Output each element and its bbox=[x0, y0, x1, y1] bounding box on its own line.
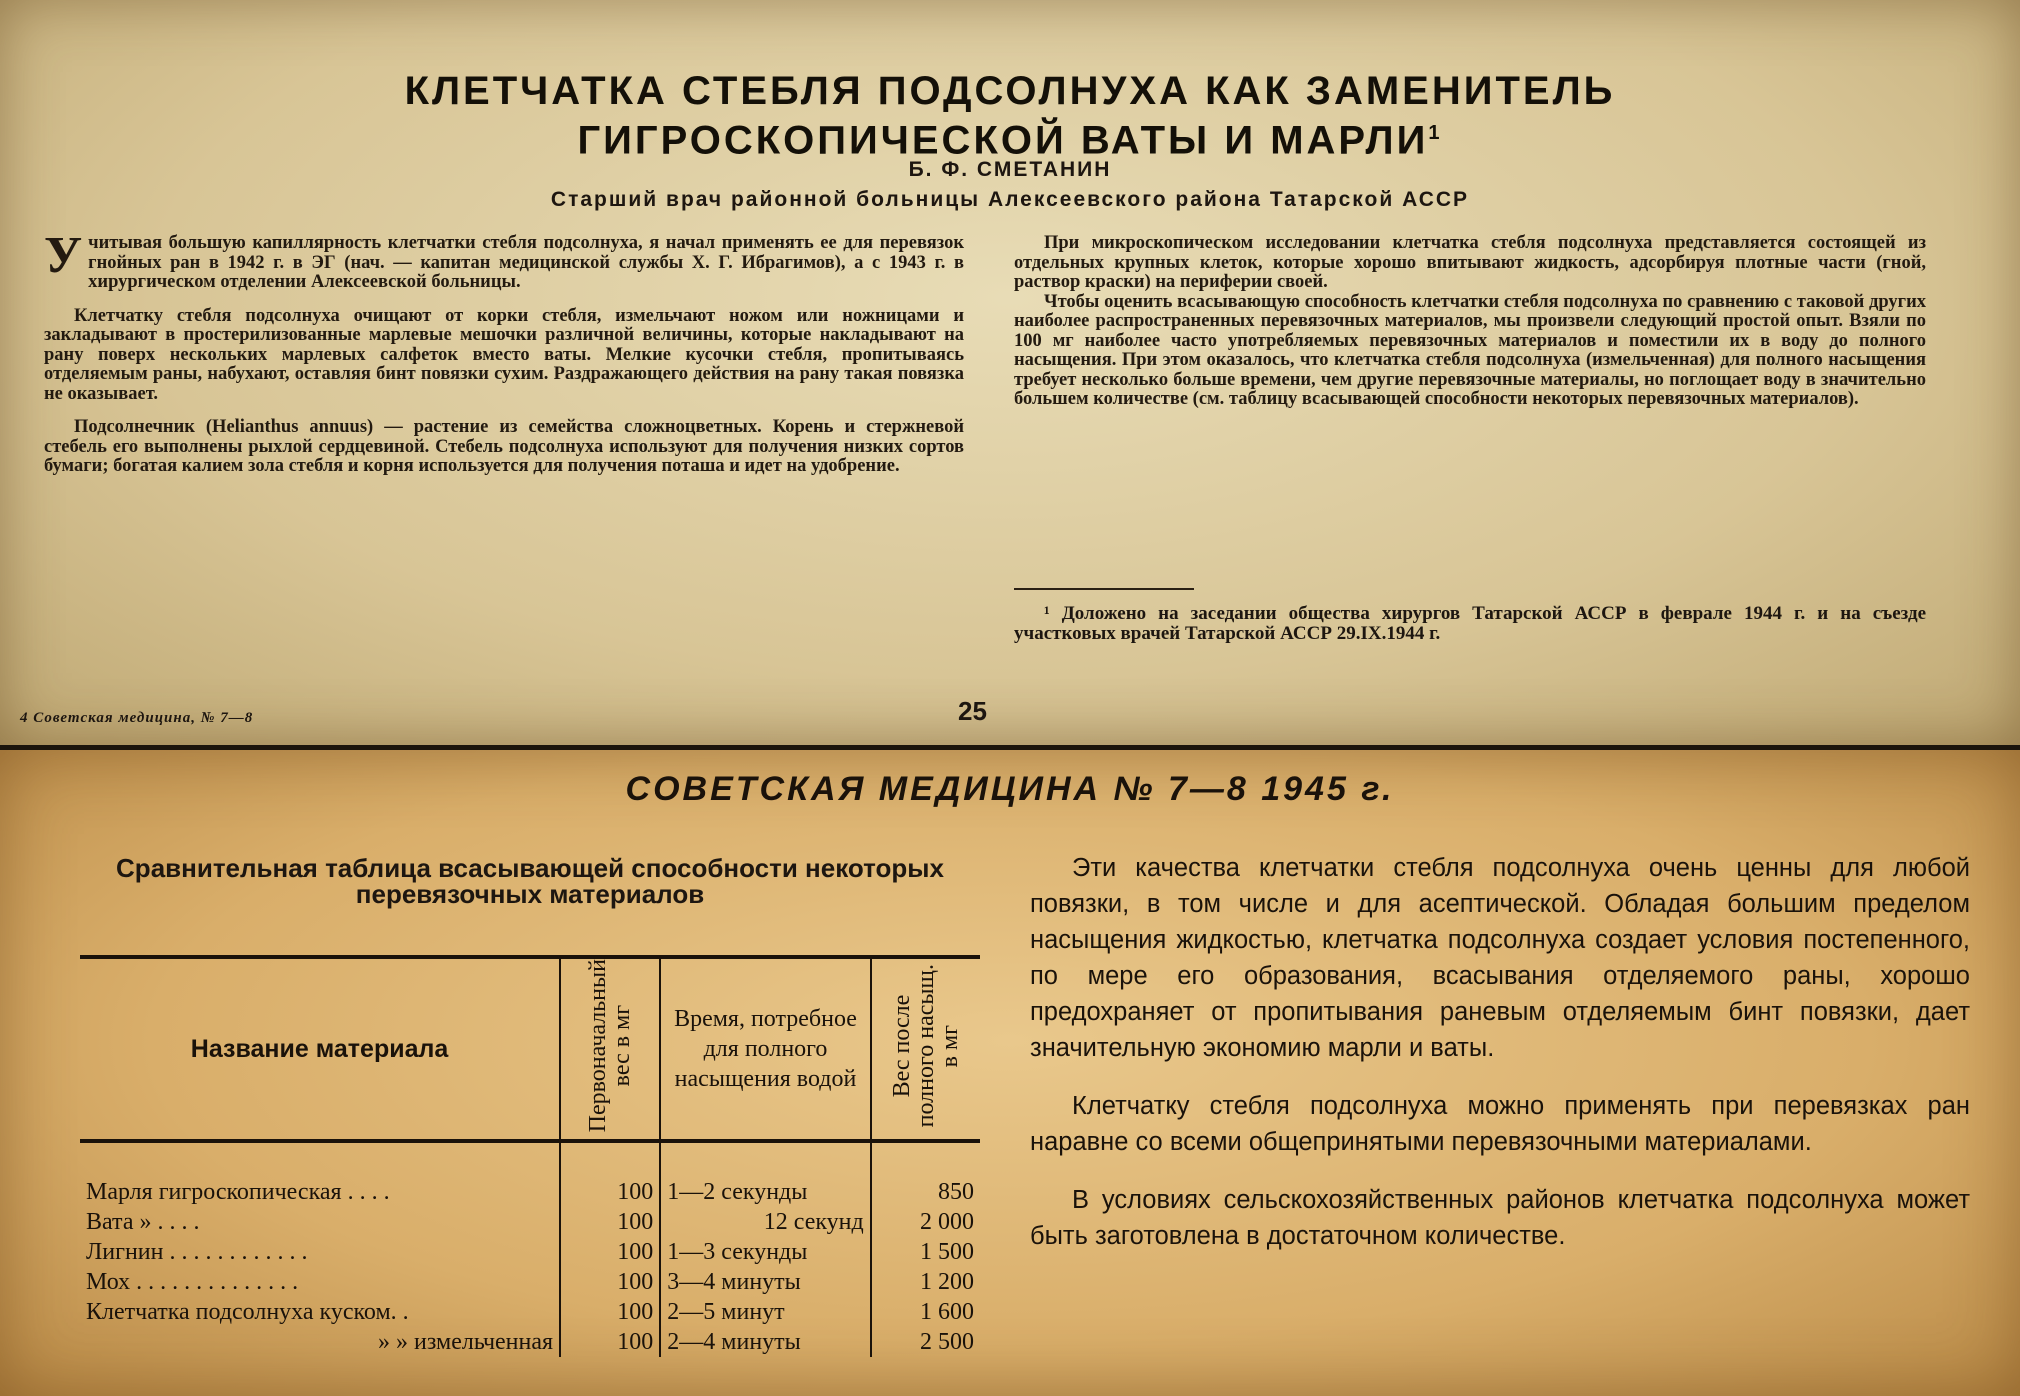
paragraph: Учитывая большую капиллярность клетчатки стебля подсолнуха, я начал применять ее для перевязок гнойных ран в 1942 г. в ЭГ (нач. — капитан медицинской службы Х. Г. Ибрагимов), а с 1943 г. в хирургическом отделении Алексеевской больницы. bbox=[44, 227, 964, 292]
cell-material: Марля гигроскопическая . . . . bbox=[86, 1179, 390, 1206]
paragraph: Клетчатку стебля подсолнуха можно применять при перевязках ран наравне со всеми общепринятыми перевязочными материалами. bbox=[1030, 1092, 1970, 1156]
cell-initial: 100 bbox=[560, 1327, 660, 1357]
table-header-row bbox=[80, 957, 980, 1141]
footnote-separator bbox=[1014, 588, 1194, 590]
cell-initial: 100 bbox=[560, 1267, 660, 1297]
cell-material: Вата » . . . . bbox=[86, 1209, 200, 1236]
cell-material: Клетчатка подсолнуха куском. . bbox=[86, 1299, 409, 1326]
table-row bbox=[80, 1327, 980, 1357]
cell-time: 1—3 секунды bbox=[660, 1237, 870, 1267]
dropcap: У bbox=[44, 227, 83, 284]
table-row bbox=[80, 1237, 980, 1267]
paragraph: В условиях сельскохозяйственных районов клетчатка подсолнуха может быть заготовлена в достаточном количестве. bbox=[1030, 1186, 1970, 1250]
article-affiliation: Старший врач районной больницы Алексеевского района Татарской АССР bbox=[550, 188, 1470, 211]
article-title-line2: ГИГРОСКОПИЧЕСКОЙ ВАТЫ И МАРЛИ$^1$ bbox=[577, 118, 1443, 163]
right-text-column bbox=[1014, 234, 1926, 424]
article-title-line1: КЛЕТЧАТКА СТЕБЛЯ ПОДСОЛНУХА КАК ЗАМЕНИТЕЛЬ bbox=[404, 69, 1616, 113]
table-row bbox=[80, 1207, 980, 1237]
cell-after: 2 000 bbox=[871, 1207, 980, 1237]
paragraph: Чтобы оценить всасывающую способность клетчатки стебля подсолнуха по сравнению с таковой других наиболее распространенных перевязочных материалов, мы произвели следующий простой опыт. Взяли по 100 мг наиболее часто употребляемых перевязочных материалов и поместили их в воду до полного насыщения. При этом оказалось, что клетчатка стебля подсолнуха (измельченная) для полного насыщения требует несколько больше времени, чем другие перевязочные материалы, но поглощает воду в значительно большем количестве (см. таблицу всасывающей способности некоторых перевязочных материалов). bbox=[1014, 291, 1926, 409]
paragraph: Клетчатку стебля подсолнуха очищают от корки стебля, измельчают ножом или ножницами и закладывают в простерилизованные марлевые мешочки различной величины, которые накладывают на рану поверх нескольких марлевых салфеток вместо ваты. Мелкие кусочки стебля, пропитываясь отделяемым раны, набухают, оставляя бинт повязки сухим. Раздражающего действия на рану такая повязка не оказывает. bbox=[44, 305, 964, 404]
cell-material: Лигнин . . . . . . . . . . . . bbox=[86, 1239, 308, 1266]
continuation-page bbox=[0, 750, 2020, 1396]
cell-material: Мох . . . . . . . . . . . . . . bbox=[86, 1269, 299, 1296]
cell-time: 1—2 секунды bbox=[660, 1141, 870, 1207]
footnote: ¹ Доложено на заседании общества хирургов Татарской АССР в феврале 1944 г. и на съезде участковых врачей Татарской АССР 29.IX.1944 г. bbox=[1014, 603, 1926, 644]
cell-time: 2—5 минут bbox=[660, 1297, 870, 1327]
column-header-initial-weight: Первоначальный вес в мг bbox=[560, 957, 660, 1141]
cell-initial: 100 bbox=[560, 1141, 660, 1207]
table-row bbox=[80, 1297, 980, 1327]
article-author: Б. Ф. СМЕТАНИН bbox=[908, 158, 1112, 181]
materials-table-wrap bbox=[80, 955, 980, 1357]
cell-after: 1 500 bbox=[871, 1237, 980, 1267]
cell-initial: 100 bbox=[560, 1207, 660, 1237]
cell-after: 1 600 bbox=[871, 1297, 980, 1327]
cell-after: 850 bbox=[871, 1141, 980, 1207]
paragraph: Эти качества клетчатки стебля подсолнуха очень ценны для любой повязки, в том числе и для асептической. Обладая большим пределом насыщения жидкостью, клетчатка подсолнуха создает условия постепенного, по мере его образования, всасывания отделяемого раны, хорошо предохраняет от пропитывания раневым отделяемым бинт повязки, дает значительную экономию марли и ваты. bbox=[1030, 854, 1970, 1062]
cell-time: 3—4 минуты bbox=[660, 1267, 870, 1297]
continuation-text-column bbox=[1030, 850, 1970, 1276]
column-header-name: Название материала bbox=[190, 1034, 449, 1063]
journal-header: СОВЕТСКАЯ МЕДИЦИНА № 7—8 1945 г. bbox=[625, 770, 1395, 808]
cell-material: » » измельченная bbox=[378, 1329, 554, 1356]
cell-time: 12 секунд bbox=[660, 1207, 870, 1237]
cell-initial: 100 bbox=[560, 1237, 660, 1267]
left-text-column bbox=[44, 227, 964, 491]
paragraph: При микроскопическом исследовании клетчатка стебля подсолнуха представляется состоящей из отдельных крупных клеток, которые хорошо впитывают жидкость, адсорбируя плотные части (гной, раствор краски) на периферии своей. bbox=[1014, 233, 1926, 292]
cell-after: 2 500 bbox=[871, 1327, 980, 1357]
column-header-time: Время, потребное для полного насыщения водой bbox=[660, 957, 870, 1141]
cell-after: 1 200 bbox=[871, 1267, 980, 1297]
page-number: 25 bbox=[958, 696, 987, 726]
cell-initial: 100 bbox=[560, 1297, 660, 1327]
paragraph: Подсолнечник (Helianthus annuus) — растение из семейства сложноцветных. Корень и стержневой стебель его выполнены рыхлой сердцевиной. Стебель подсолнуха используют для получения низких сортов бумаги; богатая калием зола стебля и корня используется для получения поташа и идет на удобрение. bbox=[44, 417, 964, 476]
table-title: Сравнительная таблица всасывающей способности некоторых перевязочных материалов bbox=[116, 853, 944, 909]
table-row bbox=[80, 1141, 980, 1207]
title-footnote-mark: 1 bbox=[1428, 122, 1443, 144]
cell-time: 2—4 минуты bbox=[660, 1327, 870, 1357]
table-row bbox=[80, 1267, 980, 1297]
column-header-weight-after: Вес после полного насыщ. в мг bbox=[871, 957, 980, 1141]
materials-table bbox=[80, 955, 980, 1357]
footer-journal: 4 Советская медицина, № 7—8 bbox=[20, 710, 254, 726]
